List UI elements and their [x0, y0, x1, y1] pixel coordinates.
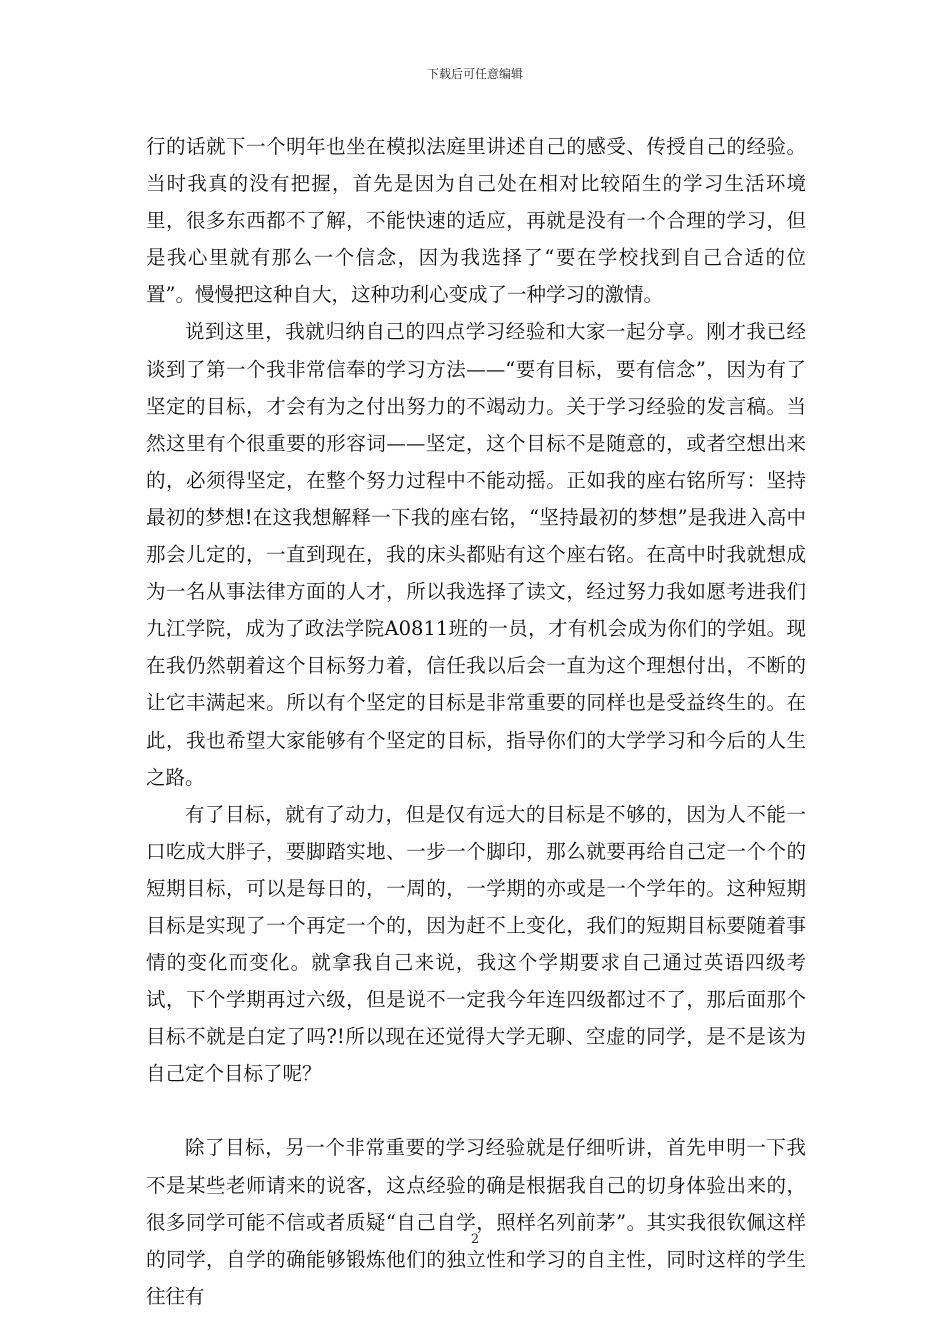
page-header: 下载后可任意编辑: [426, 67, 523, 81]
page-number: 2: [470, 1232, 480, 1247]
paragraph-continuation: 行的话就下一个明年也坐在模拟法庭里讲述自己的感受、传授自己的经验。当时我真的没有把握，首先是因为自己处在相对比较陌生的学习生活环境里，很多东西都不了解，不能快速的适应，再就是没有一个合理的学习，但是我心里就有那么一个信念，因为我选择了“要在学校找到自己合适的位置”。慢慢把这种自大，这种功利心变成了一种学习的激情。: [146, 135, 806, 307]
paragraph-gap: [146, 1092, 806, 1129]
paragraph-listen-carefully: 除了目标，另一个非常重要的学习经验就是仔细听讲，首先申明一下我不是某些老师请来的说客，这点经验的确是根据我自己的切身体验出来的，很多同学可能不信或者质疑“自己自学，照样名列前茅”。其实我很钦佩这样的同学，自学的确能够锻炼他们的独立性和学习的自主性，同时这样的学生往往有: [146, 1136, 806, 1308]
paragraph-learning-experience: 说到这里，我就归纳自己的四点学习经验和大家一起分享。刚才我已经谈到了第一个我非常信奉的学习方法——“要有目标，要有信念”，因为有了坚定的目标，才会有为之付出努力的不竭动力。关于学习经验的发言稿。当然这里有个很重要的形容词——坚定，这个目标不是随意的，或者空想出来的，必须得坚定，在整个努力过程中不能动摇。正如我的座右铭所写：坚持最初的梦想!在这我想解释一下我的座右铭，“坚持最初的梦想”是我进入高中那会儿定的，一直到现在，我的床头都贴有这个座右铭。在高中时我就想成为一名从事法律方面的人才，所以我选择了读文，经过努力我如愿考进我们九江学院，成为了政法学院A0811班的一员，才有机会成为你们的学姐。现在我仍然朝着这个目标努力着，信任我以后会一直为这个理想付出，不断的让它丰满起来。所以有个坚定的目标是非常重要的同样也是受益终生的。在此，我也希望大家能够有个坚定的目标，指导你们的大学学习和今后的人生之路。: [146, 320, 806, 789]
document-body: [146, 128, 806, 1315]
paragraph-short-term-goals: 有了目标，就有了动力，但是仅有远大的目标是不够的，因为人不能一口吃成大胖子，要脚踏实地、一步一个脚印，那么就要再给自己定一个个的短期目标，可以是每日的，一周的，一学期的亦或是一个学年的。这种短期目标是实现了一个再定一个的，因为赶不上变化，我们的短期目标要随着事情的变化而变化。就拿我自己来说，我这个学期要求自己通过英语四级考试，下个学期再过六级，但是说不一定我今年连四级都过不了，那后面那个目标不就是白定了吗?!所以现在还觉得大学无聊、空虚的同学，是不是该为自己定个目标了呢？: [146, 802, 806, 1086]
